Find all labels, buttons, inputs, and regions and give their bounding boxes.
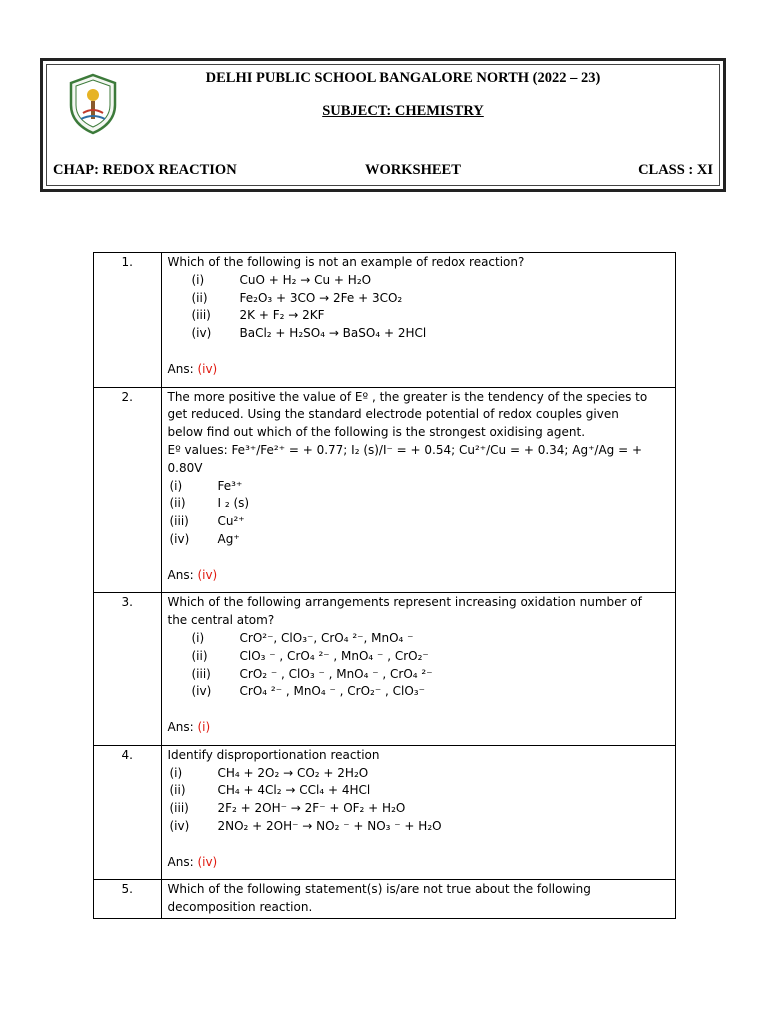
subject-title: SUBJECT: CHEMISTRY: [322, 103, 484, 119]
question-number: 5.: [94, 880, 162, 919]
question-text: decomposition reaction.: [167, 900, 313, 915]
question-row: [94, 880, 676, 919]
option: (ii) I ₂ (s): [169, 496, 250, 511]
question-text: get reduced. Using the standard electrode potential of redox couples given: [167, 407, 619, 422]
question-body: [161, 387, 676, 593]
class-label: CLASS : XI: [638, 162, 713, 178]
header-inner-border: [46, 64, 720, 186]
option: (ii) ClO₃ ⁻ , CrO₄ ²⁻ , MnO₄ ⁻ , CrO₂⁻: [191, 648, 429, 663]
question-body: [161, 253, 676, 388]
question-body: [161, 593, 676, 745]
question-number: 4.: [94, 745, 162, 880]
question-body: [161, 880, 676, 919]
question-text: Which of the following arrangements represent increasing oxidation number of: [167, 595, 642, 610]
option: (iv) 2NO₂ + 2OH⁻ → NO₂ ⁻ + NO₃ ⁻ + H₂O: [169, 818, 442, 833]
question-number: 3.: [94, 593, 162, 745]
answer: Ans: (iv): [167, 567, 218, 582]
option: (i) CH₄ + 2O₂ → CO₂ + 2H₂O: [169, 765, 369, 780]
option: (ii) CH₄ + 4Cl₂ → CCl₄ + 4HCl: [169, 783, 371, 798]
chapter-label: CHAP: REDOX REACTION: [53, 162, 237, 178]
option: (i) CuO + H₂ → Cu + H₂O: [191, 272, 372, 287]
question-text: Which of the following statement(s) is/are not true about the following: [167, 882, 591, 897]
worksheet-header: [40, 58, 726, 192]
answer: Ans: (i): [167, 719, 211, 734]
question-text: below find out which of the following is the strongest oxidising agent.: [167, 425, 586, 440]
option: (i) CrO²⁻, ClO₃⁻, CrO₄ ²⁻, MnO₄ ⁻: [191, 630, 414, 645]
option: (iii) 2K + F₂ → 2KF: [191, 308, 325, 323]
question-text: Identify disproportionation reaction: [167, 747, 380, 762]
school-name: DELHI PUBLIC SCHOOL BANGALORE NORTH (2022 – 23): [205, 70, 601, 86]
question-row: [94, 745, 676, 880]
option: (iii) 2F₂ + 2OH⁻ → 2F⁻ + OF₂ + H₂O: [169, 801, 406, 816]
question-number: 1.: [94, 253, 162, 388]
option: (iv) BaCl₂ + H₂SO₄ → BaSO₄ + 2HCl: [191, 326, 427, 341]
question-body: [161, 745, 676, 880]
question-row: [94, 593, 676, 745]
question-text: the central atom?: [167, 613, 275, 628]
question-text: Eº values: Fe³⁺/Fe²⁺ = + 0.77; I₂ (s)/I⁻ = + 0.54; Cu²⁺/Cu = + 0.34; Ag⁺/Ag = + 0.80V: [167, 442, 643, 475]
worksheet-label: WORKSHEET: [365, 162, 461, 178]
option: (i) Fe³⁺: [169, 478, 243, 493]
question-text: The more positive the value of Eº , the greater is the tendency of the species to: [167, 389, 648, 404]
option: (ii) Fe₂O₃ + 3CO → 2Fe + 3CO₂: [191, 290, 403, 305]
question-row: [94, 253, 676, 388]
questions-table: [93, 252, 676, 919]
option: (iv) CrO₄ ²⁻ , MnO₄ ⁻ , CrO₂⁻ , ClO₃⁻: [191, 684, 425, 699]
answer: Ans: (iv): [167, 854, 218, 869]
question-number: 2.: [94, 387, 162, 593]
answer: Ans: (iv): [167, 361, 218, 376]
option: (iv) Ag⁺: [169, 531, 240, 546]
question-row: [94, 387, 676, 593]
option: (iii) Cu²⁺: [169, 514, 245, 529]
option: (iii) CrO₂ ⁻ , ClO₃ ⁻ , MnO₄ ⁻ , CrO₄ ²⁻: [191, 666, 433, 681]
question-text: Which of the following is not an example of redox reaction?: [167, 255, 525, 269]
